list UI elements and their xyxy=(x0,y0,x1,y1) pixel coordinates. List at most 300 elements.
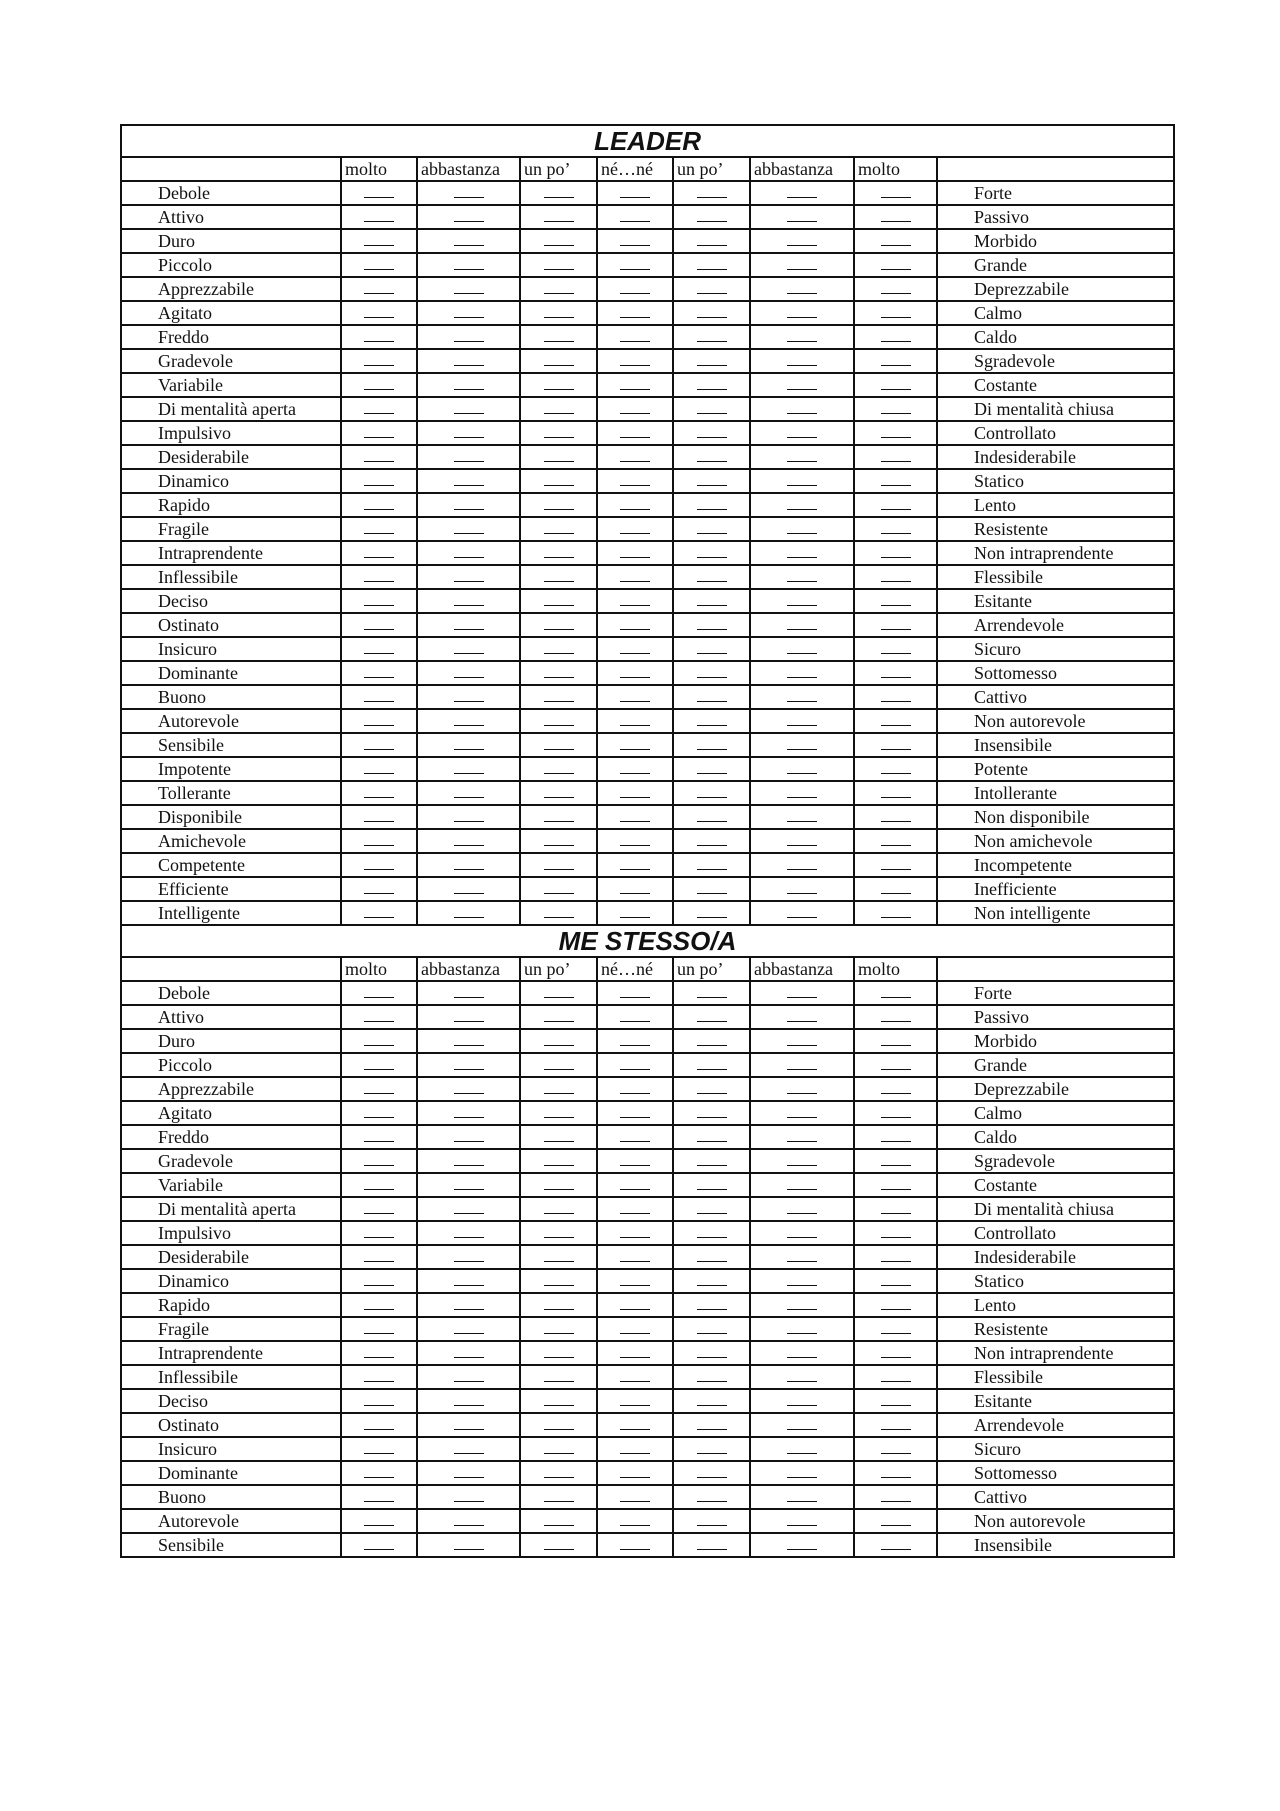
rating-blank[interactable] xyxy=(520,1101,597,1125)
rating-blank[interactable] xyxy=(750,493,854,517)
rating-blank[interactable] xyxy=(854,709,937,733)
rating-blank[interactable] xyxy=(673,253,750,277)
rating-blank[interactable] xyxy=(417,709,520,733)
rating-blank[interactable] xyxy=(341,613,417,637)
rating-blank[interactable] xyxy=(520,829,597,853)
rating-blank[interactable] xyxy=(597,637,673,661)
rating-blank[interactable] xyxy=(597,901,673,925)
rating-blank[interactable] xyxy=(341,1269,417,1293)
rating-blank[interactable] xyxy=(341,1173,417,1197)
rating-blank[interactable] xyxy=(673,541,750,565)
rating-blank[interactable] xyxy=(854,349,937,373)
rating-blank[interactable] xyxy=(597,253,673,277)
rating-blank[interactable] xyxy=(520,1317,597,1341)
rating-blank[interactable] xyxy=(597,661,673,685)
rating-blank[interactable] xyxy=(597,1437,673,1461)
rating-blank[interactable] xyxy=(341,805,417,829)
rating-blank[interactable] xyxy=(417,1029,520,1053)
rating-blank[interactable] xyxy=(341,1533,417,1557)
rating-blank[interactable] xyxy=(520,349,597,373)
rating-blank[interactable] xyxy=(854,1485,937,1509)
rating-blank[interactable] xyxy=(597,349,673,373)
rating-blank[interactable] xyxy=(854,301,937,325)
rating-blank[interactable] xyxy=(854,901,937,925)
rating-blank[interactable] xyxy=(597,205,673,229)
rating-blank[interactable] xyxy=(750,325,854,349)
rating-blank[interactable] xyxy=(417,565,520,589)
rating-blank[interactable] xyxy=(750,637,854,661)
rating-blank[interactable] xyxy=(597,325,673,349)
rating-blank[interactable] xyxy=(417,373,520,397)
rating-blank[interactable] xyxy=(341,981,417,1005)
rating-blank[interactable] xyxy=(417,397,520,421)
rating-blank[interactable] xyxy=(750,253,854,277)
rating-blank[interactable] xyxy=(854,805,937,829)
rating-blank[interactable] xyxy=(673,1293,750,1317)
rating-blank[interactable] xyxy=(417,1269,520,1293)
rating-blank[interactable] xyxy=(341,1341,417,1365)
rating-blank[interactable] xyxy=(750,661,854,685)
rating-blank[interactable] xyxy=(341,829,417,853)
rating-blank[interactable] xyxy=(854,1029,937,1053)
rating-blank[interactable] xyxy=(750,1293,854,1317)
rating-blank[interactable] xyxy=(597,1029,673,1053)
rating-blank[interactable] xyxy=(854,469,937,493)
rating-blank[interactable] xyxy=(673,1245,750,1269)
rating-blank[interactable] xyxy=(417,661,520,685)
rating-blank[interactable] xyxy=(750,757,854,781)
rating-blank[interactable] xyxy=(417,637,520,661)
rating-blank[interactable] xyxy=(417,1437,520,1461)
rating-blank[interactable] xyxy=(520,1125,597,1149)
rating-blank[interactable] xyxy=(520,517,597,541)
rating-blank[interactable] xyxy=(520,1005,597,1029)
rating-blank[interactable] xyxy=(854,1461,937,1485)
rating-blank[interactable] xyxy=(417,181,520,205)
rating-blank[interactable] xyxy=(750,229,854,253)
rating-blank[interactable] xyxy=(520,1461,597,1485)
rating-blank[interactable] xyxy=(341,325,417,349)
rating-blank[interactable] xyxy=(417,277,520,301)
rating-blank[interactable] xyxy=(750,709,854,733)
rating-blank[interactable] xyxy=(341,901,417,925)
rating-blank[interactable] xyxy=(341,301,417,325)
rating-blank[interactable] xyxy=(673,781,750,805)
rating-blank[interactable] xyxy=(673,981,750,1005)
rating-blank[interactable] xyxy=(673,373,750,397)
rating-blank[interactable] xyxy=(597,229,673,253)
rating-blank[interactable] xyxy=(417,901,520,925)
rating-blank[interactable] xyxy=(673,1509,750,1533)
rating-blank[interactable] xyxy=(341,589,417,613)
rating-blank[interactable] xyxy=(597,1197,673,1221)
rating-blank[interactable] xyxy=(673,181,750,205)
rating-blank[interactable] xyxy=(417,1485,520,1509)
rating-blank[interactable] xyxy=(417,1341,520,1365)
rating-blank[interactable] xyxy=(750,613,854,637)
rating-blank[interactable] xyxy=(597,1413,673,1437)
rating-blank[interactable] xyxy=(750,1341,854,1365)
rating-blank[interactable] xyxy=(750,181,854,205)
rating-blank[interactable] xyxy=(417,1173,520,1197)
rating-blank[interactable] xyxy=(520,277,597,301)
rating-blank[interactable] xyxy=(854,1245,937,1269)
rating-blank[interactable] xyxy=(854,541,937,565)
rating-blank[interactable] xyxy=(854,1197,937,1221)
rating-blank[interactable] xyxy=(417,1509,520,1533)
rating-blank[interactable] xyxy=(520,589,597,613)
rating-blank[interactable] xyxy=(417,781,520,805)
rating-blank[interactable] xyxy=(854,1269,937,1293)
rating-blank[interactable] xyxy=(854,1053,937,1077)
rating-blank[interactable] xyxy=(750,1221,854,1245)
rating-blank[interactable] xyxy=(673,1221,750,1245)
rating-blank[interactable] xyxy=(520,1341,597,1365)
rating-blank[interactable] xyxy=(673,445,750,469)
rating-blank[interactable] xyxy=(341,1125,417,1149)
rating-blank[interactable] xyxy=(854,661,937,685)
rating-blank[interactable] xyxy=(597,1533,673,1557)
rating-blank[interactable] xyxy=(341,205,417,229)
rating-blank[interactable] xyxy=(520,1389,597,1413)
rating-blank[interactable] xyxy=(673,1413,750,1437)
rating-blank[interactable] xyxy=(341,1389,417,1413)
rating-blank[interactable] xyxy=(341,637,417,661)
rating-blank[interactable] xyxy=(520,981,597,1005)
rating-blank[interactable] xyxy=(520,253,597,277)
rating-blank[interactable] xyxy=(520,877,597,901)
rating-blank[interactable] xyxy=(417,853,520,877)
rating-blank[interactable] xyxy=(417,349,520,373)
rating-blank[interactable] xyxy=(673,205,750,229)
rating-blank[interactable] xyxy=(417,421,520,445)
rating-blank[interactable] xyxy=(673,1437,750,1461)
rating-blank[interactable] xyxy=(597,565,673,589)
rating-blank[interactable] xyxy=(750,349,854,373)
rating-blank[interactable] xyxy=(520,1221,597,1245)
rating-blank[interactable] xyxy=(750,565,854,589)
rating-blank[interactable] xyxy=(417,1077,520,1101)
rating-blank[interactable] xyxy=(520,853,597,877)
rating-blank[interactable] xyxy=(597,685,673,709)
rating-blank[interactable] xyxy=(417,445,520,469)
rating-blank[interactable] xyxy=(341,1101,417,1125)
rating-blank[interactable] xyxy=(673,1005,750,1029)
rating-blank[interactable] xyxy=(520,1053,597,1077)
rating-blank[interactable] xyxy=(673,661,750,685)
rating-blank[interactable] xyxy=(673,325,750,349)
rating-blank[interactable] xyxy=(597,877,673,901)
rating-blank[interactable] xyxy=(673,517,750,541)
rating-blank[interactable] xyxy=(417,325,520,349)
rating-blank[interactable] xyxy=(597,829,673,853)
rating-blank[interactable] xyxy=(750,1053,854,1077)
rating-blank[interactable] xyxy=(750,1149,854,1173)
rating-blank[interactable] xyxy=(854,685,937,709)
rating-blank[interactable] xyxy=(520,229,597,253)
rating-blank[interactable] xyxy=(597,1125,673,1149)
rating-blank[interactable] xyxy=(750,1197,854,1221)
rating-blank[interactable] xyxy=(520,565,597,589)
rating-blank[interactable] xyxy=(417,205,520,229)
rating-blank[interactable] xyxy=(520,901,597,925)
rating-blank[interactable] xyxy=(750,877,854,901)
rating-blank[interactable] xyxy=(854,853,937,877)
rating-blank[interactable] xyxy=(854,589,937,613)
rating-blank[interactable] xyxy=(673,277,750,301)
rating-blank[interactable] xyxy=(673,1461,750,1485)
rating-blank[interactable] xyxy=(673,301,750,325)
rating-blank[interactable] xyxy=(854,1413,937,1437)
rating-blank[interactable] xyxy=(597,781,673,805)
rating-blank[interactable] xyxy=(750,277,854,301)
rating-blank[interactable] xyxy=(597,517,673,541)
rating-blank[interactable] xyxy=(673,565,750,589)
rating-blank[interactable] xyxy=(520,445,597,469)
rating-blank[interactable] xyxy=(341,445,417,469)
rating-blank[interactable] xyxy=(520,469,597,493)
rating-blank[interactable] xyxy=(750,301,854,325)
rating-blank[interactable] xyxy=(417,805,520,829)
rating-blank[interactable] xyxy=(673,853,750,877)
rating-blank[interactable] xyxy=(750,445,854,469)
rating-blank[interactable] xyxy=(520,1533,597,1557)
rating-blank[interactable] xyxy=(520,397,597,421)
rating-blank[interactable] xyxy=(341,1005,417,1029)
rating-blank[interactable] xyxy=(341,469,417,493)
rating-blank[interactable] xyxy=(597,1005,673,1029)
rating-blank[interactable] xyxy=(341,1461,417,1485)
rating-blank[interactable] xyxy=(597,1245,673,1269)
rating-blank[interactable] xyxy=(341,373,417,397)
rating-blank[interactable] xyxy=(673,229,750,253)
rating-blank[interactable] xyxy=(520,1173,597,1197)
rating-blank[interactable] xyxy=(854,445,937,469)
rating-blank[interactable] xyxy=(750,517,854,541)
rating-blank[interactable] xyxy=(417,1125,520,1149)
rating-blank[interactable] xyxy=(854,829,937,853)
rating-blank[interactable] xyxy=(854,781,937,805)
rating-blank[interactable] xyxy=(417,733,520,757)
rating-blank[interactable] xyxy=(597,613,673,637)
rating-blank[interactable] xyxy=(673,1317,750,1341)
rating-blank[interactable] xyxy=(750,1029,854,1053)
rating-blank[interactable] xyxy=(597,1053,673,1077)
rating-blank[interactable] xyxy=(520,1509,597,1533)
rating-blank[interactable] xyxy=(520,805,597,829)
rating-blank[interactable] xyxy=(520,709,597,733)
rating-blank[interactable] xyxy=(597,1317,673,1341)
rating-blank[interactable] xyxy=(854,277,937,301)
rating-blank[interactable] xyxy=(341,1437,417,1461)
rating-blank[interactable] xyxy=(341,1365,417,1389)
rating-blank[interactable] xyxy=(854,1125,937,1149)
rating-blank[interactable] xyxy=(750,1485,854,1509)
rating-blank[interactable] xyxy=(417,589,520,613)
rating-blank[interactable] xyxy=(417,1005,520,1029)
rating-blank[interactable] xyxy=(750,1533,854,1557)
rating-blank[interactable] xyxy=(520,325,597,349)
rating-blank[interactable] xyxy=(673,421,750,445)
rating-blank[interactable] xyxy=(341,229,417,253)
rating-blank[interactable] xyxy=(750,373,854,397)
rating-blank[interactable] xyxy=(673,1485,750,1509)
rating-blank[interactable] xyxy=(597,1077,673,1101)
rating-blank[interactable] xyxy=(417,1101,520,1125)
rating-blank[interactable] xyxy=(417,1197,520,1221)
rating-blank[interactable] xyxy=(854,1341,937,1365)
rating-blank[interactable] xyxy=(673,733,750,757)
rating-blank[interactable] xyxy=(341,421,417,445)
rating-blank[interactable] xyxy=(341,733,417,757)
rating-blank[interactable] xyxy=(597,469,673,493)
rating-blank[interactable] xyxy=(673,469,750,493)
rating-blank[interactable] xyxy=(520,373,597,397)
rating-blank[interactable] xyxy=(417,1461,520,1485)
rating-blank[interactable] xyxy=(597,1101,673,1125)
rating-blank[interactable] xyxy=(597,1461,673,1485)
rating-blank[interactable] xyxy=(520,1245,597,1269)
rating-blank[interactable] xyxy=(854,565,937,589)
rating-blank[interactable] xyxy=(750,901,854,925)
rating-blank[interactable] xyxy=(750,1077,854,1101)
rating-blank[interactable] xyxy=(854,373,937,397)
rating-blank[interactable] xyxy=(597,1221,673,1245)
rating-blank[interactable] xyxy=(854,733,937,757)
rating-blank[interactable] xyxy=(854,1077,937,1101)
rating-blank[interactable] xyxy=(673,1077,750,1101)
rating-blank[interactable] xyxy=(854,517,937,541)
rating-blank[interactable] xyxy=(673,1101,750,1125)
rating-blank[interactable] xyxy=(854,1365,937,1389)
rating-blank[interactable] xyxy=(341,781,417,805)
rating-blank[interactable] xyxy=(854,205,937,229)
rating-blank[interactable] xyxy=(520,541,597,565)
rating-blank[interactable] xyxy=(341,1245,417,1269)
rating-blank[interactable] xyxy=(673,613,750,637)
rating-blank[interactable] xyxy=(597,981,673,1005)
rating-blank[interactable] xyxy=(417,1317,520,1341)
rating-blank[interactable] xyxy=(597,1293,673,1317)
rating-blank[interactable] xyxy=(597,1341,673,1365)
rating-blank[interactable] xyxy=(750,1365,854,1389)
rating-blank[interactable] xyxy=(673,1029,750,1053)
rating-blank[interactable] xyxy=(854,981,937,1005)
rating-blank[interactable] xyxy=(417,1245,520,1269)
rating-blank[interactable] xyxy=(417,1533,520,1557)
rating-blank[interactable] xyxy=(854,1389,937,1413)
rating-blank[interactable] xyxy=(417,757,520,781)
rating-blank[interactable] xyxy=(597,757,673,781)
rating-blank[interactable] xyxy=(854,1293,937,1317)
rating-blank[interactable] xyxy=(341,1197,417,1221)
rating-blank[interactable] xyxy=(520,685,597,709)
rating-blank[interactable] xyxy=(520,1197,597,1221)
rating-blank[interactable] xyxy=(341,877,417,901)
rating-blank[interactable] xyxy=(750,541,854,565)
rating-blank[interactable] xyxy=(597,1485,673,1509)
rating-blank[interactable] xyxy=(417,517,520,541)
rating-blank[interactable] xyxy=(750,397,854,421)
rating-blank[interactable] xyxy=(854,877,937,901)
rating-blank[interactable] xyxy=(597,1509,673,1533)
rating-blank[interactable] xyxy=(341,1053,417,1077)
rating-blank[interactable] xyxy=(417,301,520,325)
rating-blank[interactable] xyxy=(417,1221,520,1245)
rating-blank[interactable] xyxy=(341,853,417,877)
rating-blank[interactable] xyxy=(854,757,937,781)
rating-blank[interactable] xyxy=(597,277,673,301)
rating-blank[interactable] xyxy=(750,781,854,805)
rating-blank[interactable] xyxy=(673,757,750,781)
rating-blank[interactable] xyxy=(597,421,673,445)
rating-blank[interactable] xyxy=(854,637,937,661)
rating-blank[interactable] xyxy=(341,565,417,589)
rating-blank[interactable] xyxy=(597,445,673,469)
rating-blank[interactable] xyxy=(520,733,597,757)
rating-blank[interactable] xyxy=(854,253,937,277)
rating-blank[interactable] xyxy=(520,613,597,637)
rating-blank[interactable] xyxy=(673,1365,750,1389)
rating-blank[interactable] xyxy=(520,421,597,445)
rating-blank[interactable] xyxy=(750,1245,854,1269)
rating-blank[interactable] xyxy=(750,685,854,709)
rating-blank[interactable] xyxy=(673,349,750,373)
rating-blank[interactable] xyxy=(673,1269,750,1293)
rating-blank[interactable] xyxy=(597,397,673,421)
rating-blank[interactable] xyxy=(520,301,597,325)
rating-blank[interactable] xyxy=(520,493,597,517)
rating-blank[interactable] xyxy=(673,805,750,829)
rating-blank[interactable] xyxy=(750,1437,854,1461)
rating-blank[interactable] xyxy=(750,981,854,1005)
rating-blank[interactable] xyxy=(673,1173,750,1197)
rating-blank[interactable] xyxy=(341,517,417,541)
rating-blank[interactable] xyxy=(854,397,937,421)
rating-blank[interactable] xyxy=(597,1173,673,1197)
rating-blank[interactable] xyxy=(750,1413,854,1437)
rating-blank[interactable] xyxy=(417,253,520,277)
rating-blank[interactable] xyxy=(750,1005,854,1029)
rating-blank[interactable] xyxy=(417,613,520,637)
rating-blank[interactable] xyxy=(854,1173,937,1197)
rating-blank[interactable] xyxy=(520,1149,597,1173)
rating-blank[interactable] xyxy=(520,757,597,781)
rating-blank[interactable] xyxy=(673,685,750,709)
rating-blank[interactable] xyxy=(673,877,750,901)
rating-blank[interactable] xyxy=(341,1485,417,1509)
rating-blank[interactable] xyxy=(341,1029,417,1053)
rating-blank[interactable] xyxy=(750,1269,854,1293)
rating-blank[interactable] xyxy=(341,1293,417,1317)
rating-blank[interactable] xyxy=(597,1365,673,1389)
rating-blank[interactable] xyxy=(673,1341,750,1365)
rating-blank[interactable] xyxy=(750,1317,854,1341)
rating-blank[interactable] xyxy=(597,541,673,565)
rating-blank[interactable] xyxy=(520,781,597,805)
rating-blank[interactable] xyxy=(854,1509,937,1533)
rating-blank[interactable] xyxy=(341,709,417,733)
rating-blank[interactable] xyxy=(417,981,520,1005)
rating-blank[interactable] xyxy=(854,1533,937,1557)
rating-blank[interactable] xyxy=(750,805,854,829)
rating-blank[interactable] xyxy=(673,1125,750,1149)
rating-blank[interactable] xyxy=(341,661,417,685)
rating-blank[interactable] xyxy=(597,301,673,325)
rating-blank[interactable] xyxy=(673,397,750,421)
rating-blank[interactable] xyxy=(417,1365,520,1389)
rating-blank[interactable] xyxy=(673,493,750,517)
